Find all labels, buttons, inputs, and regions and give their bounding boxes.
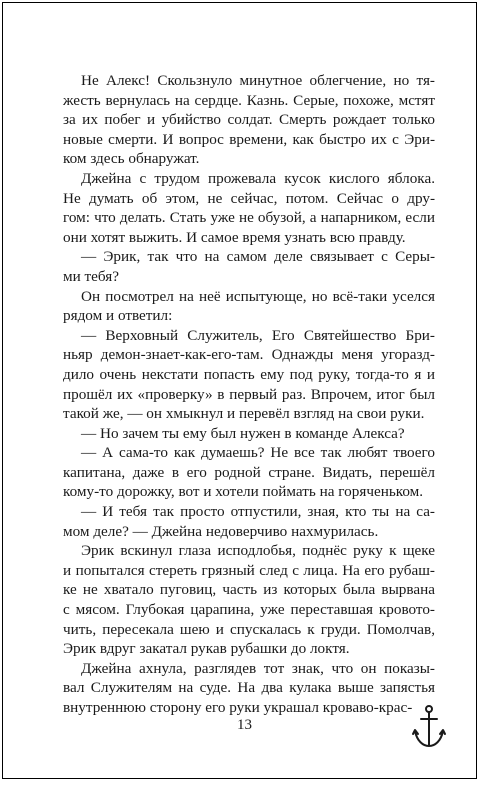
text-line: внутреннюю сторону его руки украшал кроваво-крас- [63, 699, 413, 716]
text-line: вал Служителям на суде. На два кулака выше запястья [63, 679, 435, 697]
paragraph [63, 541, 435, 659]
text-line: с мясом. Глубокая царапина, уже переставшая кровото- [63, 601, 435, 619]
text-line: Не Алекс! Скользнуло минутное облегчение, но тя- [81, 72, 435, 89]
text-line: кому-то дорожку, вот и хотели поймать на горяченьком. [63, 483, 424, 501]
paragraph [63, 287, 435, 326]
text-line: новые смерти. И вопрос времени, как быстро их с Эри- [63, 130, 435, 148]
text-line: дило очень некстати попасть ему под руку, тогда-то я и [63, 365, 435, 383]
paragraph [63, 424, 435, 444]
text-line: гом: что делать. Стать уже не обузой, а напарником, если [63, 209, 435, 227]
text-line: мом деле? — Джейна недоверчиво нахмурилась. [63, 522, 379, 540]
text-line: жесть вернулась на сердце. Казнь. Серые, похоже, мстят [63, 91, 435, 109]
paragraph [63, 659, 435, 718]
paragraph [63, 247, 435, 286]
text-line: Эрик вдруг закатал рукав рубашки до локтя. [63, 640, 350, 658]
text-line: ке не хватало пуговиц, часть из которых была вырвана [63, 581, 435, 599]
text-line: рядом и ответил: [63, 307, 173, 325]
text-line: ньяр демон-знает-как-его-там. Однажды меня угоразд- [63, 346, 435, 364]
text-line: — Верховный Служитель, Его Святейшество Бри- [81, 326, 435, 344]
text-line: Джейна ахнула, разглядев тот знак, что он показы- [81, 659, 435, 677]
text-line: — И тебя так просто отпустили, зная, кто ты на са- [81, 503, 435, 521]
paragraph [63, 169, 435, 247]
text-line: ком здесь обнаружат. [63, 150, 200, 168]
text-line: капитана, даже в его родной стране. Видать, перешёл [63, 463, 435, 481]
text-line: Джейна с трудом прожевала кусок кислого яблока. [81, 169, 435, 187]
text-line: они хотят выжить. И самое время узнать всю правду. [63, 228, 406, 246]
anchor-icon [411, 703, 447, 751]
paragraph [63, 443, 435, 502]
page-text [63, 71, 435, 718]
text-line: такой же, — он хмыкнул и перевёл взгляд на свои руки. [63, 405, 425, 423]
text-line: и попытался стереть грязный след с лица. На его рубаш- [63, 561, 435, 579]
text-line: чить, пересекала шею и спускалась к груди. Помолчав, [63, 620, 435, 638]
text-line: прошёл их «проверку» в первый раз. Впрочем, итог был [63, 385, 435, 403]
page-number: 13 [237, 717, 252, 733]
text-line: Не думать об этом, не сейчас, потом. Сейчас о дру- [63, 189, 435, 207]
paragraph [63, 326, 435, 424]
text-line: — Эрик, так что на самом деле связывает с Серы- [81, 248, 435, 266]
book-page [2, 2, 477, 779]
text-line: Эрик вскинул глаза исподлобья, поднёс руку к щеке [81, 542, 435, 560]
text-line: Он посмотрел на неё испытующе, но всё-таки уселся [81, 287, 435, 305]
text-line: за их побег и убийство солдат. Смерть рождает только [63, 111, 435, 129]
paragraph [63, 502, 435, 541]
paragraph [63, 71, 435, 169]
text-line: — Но зачем ты ему был нужен в команде Алекса? [81, 424, 405, 442]
text-line: ми тебя? [63, 267, 119, 285]
text-line: — А сама-то как думаешь? Не все так любят твоего [81, 444, 435, 462]
